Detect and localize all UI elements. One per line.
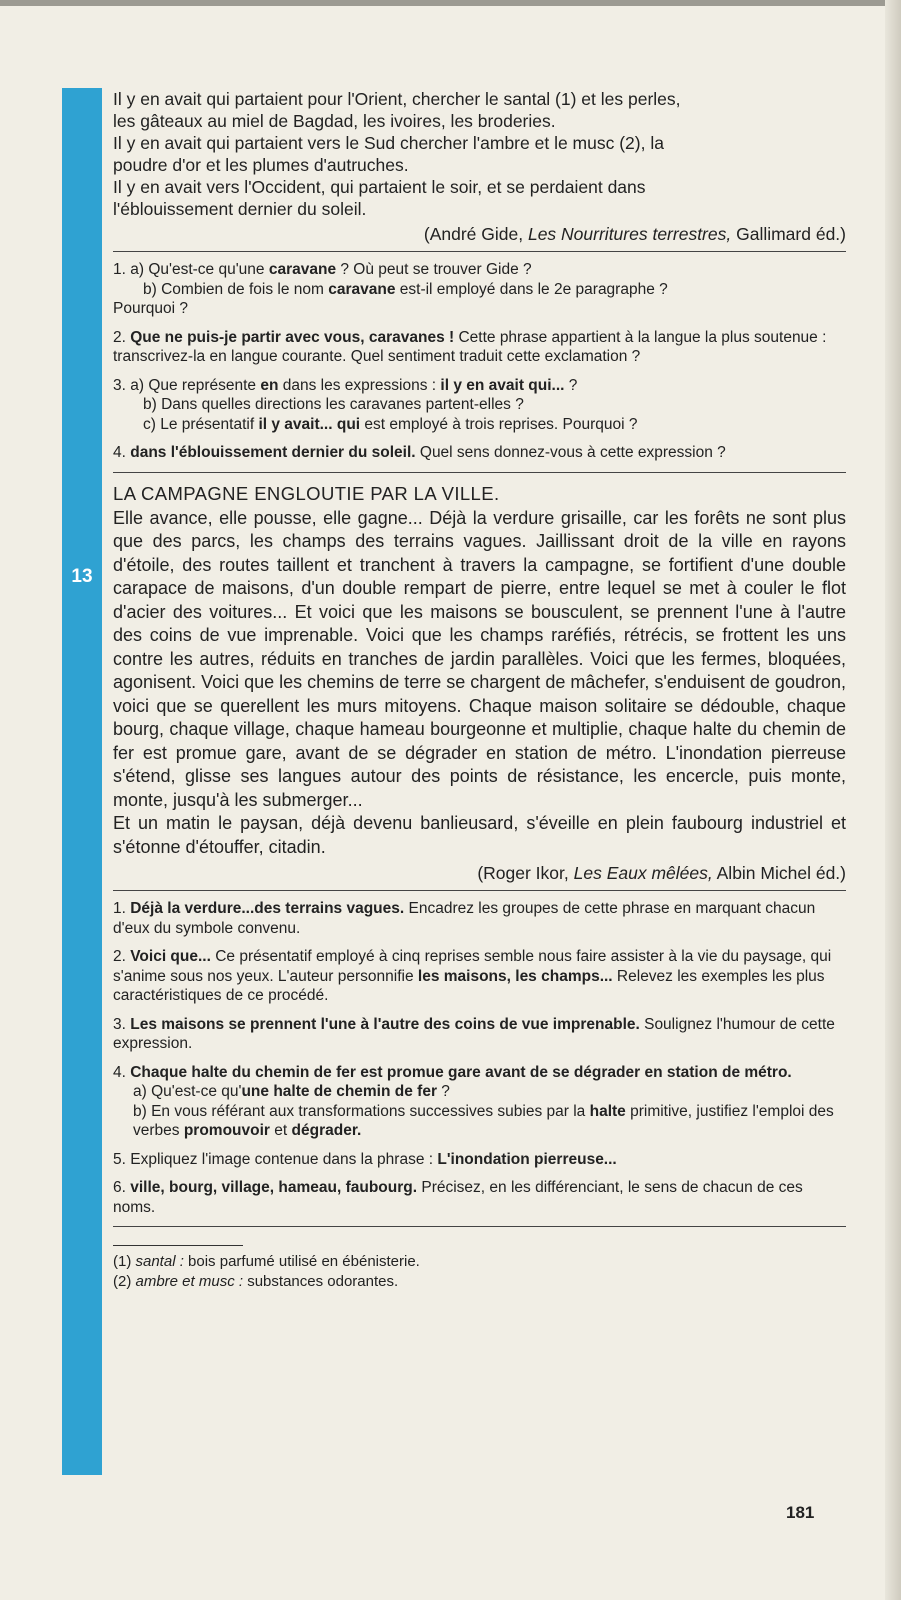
question-4: 4. dans l'éblouissement dernier du soleil. Quel sens donnez-vous à cette expression ? [113, 444, 726, 461]
question-3a: 3. a) Que représente en dans les expressions : il y en avait qui... ? [113, 376, 578, 394]
source-title: Les Nourritures terrestres, [527, 224, 732, 244]
ikor-source: (Roger Ikor, Les Eaux mêlées, Albin Michel éd.) [477, 863, 846, 883]
footnote-divider [113, 1245, 243, 1246]
page-top-edge [0, 0, 901, 6]
gide-line: Il y en avait qui partaient pour l'Orient, chercher le santal (1) et les perles, [113, 89, 681, 109]
divider [113, 890, 846, 891]
page-right-edge [885, 0, 901, 1600]
question-2: 2. Voici que... Ce présentatif employé à cinq reprises semble nous faire assister à la vie du paysage, qui s'anime sous nos yeux. L'auteur personnifie les maisons, les champs... Relevez les exemples les plus caractéristiques de ce procédé. [113, 948, 832, 1004]
divider [113, 472, 846, 473]
ikor-paragraph-1: Elle avance, elle pousse, elle gagne... Déjà la verdure grisaille, car les forêts ne sont plus que des parcs, les champs des terrains vagues. Jaillissant droit de la ville en rayons d'étoile, des routes taillent et tranchent à travers la campagne, se fortifient d'une double carapace de maisons, d'un double rempart de pierre, entre lequel se met à couler le flot d'acier des voitures... Et voici que les maisons se bousculent, se prennent l'une à l'autre des coins de vue imprenable. Voici que les champs raréfiés, rétrécis, se frottent les uns contre les autres, réduits en tranches de jardin parallèles. Voici que les fermes, bloquées, agonisent. Voici que les chemins de terre se chargent de mâchefer, s'enduisent de goudron, voici que se querellent les murs mitoyens. Chaque maison solitaire se dédouble, chaque bourg, chaque village, chaque hameau bourgeonne et multiplie, chaque halte du chemin de fer est promue gare, avant de se dégrader en station de métro. L'inondation pierreuse s'étend, glisse ses langues autour des points de résistance, les encercle, puis monte, monte, jusqu'à les submerger... [113, 507, 846, 810]
divider [113, 251, 846, 252]
section-number: 13 [71, 566, 93, 587]
question-4: 4. Chaque halte du chemin de fer est promue gare avant de se dégrader en station de métro. [113, 1063, 792, 1081]
question-1b: b) Combien de fois le nom caravane est-il employé dans le 2e paragraphe ? [143, 280, 668, 298]
gide-line: Il y en avait qui partaient vers le Sud chercher l'ambre et le musc (2), la [113, 133, 664, 153]
gide-line: poudre d'or et les plumes d'autruches. [113, 155, 409, 175]
ikor-paragraph-2: Et un matin le paysan, déjà devenu banlieusard, s'éveille en plein faubourg industriel et s'étonne d'étouffer, citadin. [113, 813, 846, 857]
question-4a: a) Qu'est-ce qu'une halte de chemin de fer ? [133, 1083, 450, 1100]
question-1b-cont: Pourquoi ? [113, 300, 188, 317]
divider [113, 1226, 846, 1227]
gide-line: les gâteaux au miel de Bagdad, les ivoires, les broderies. [113, 111, 556, 131]
page-number: 181 [786, 1503, 815, 1522]
question-3c: c) Le présentatif il y avait... qui est employé à trois reprises. Pourquoi ? [143, 415, 638, 433]
question-6: 6. ville, bourg, village, hameau, faubourg. Précisez, en les différenciant, le sens de chacun de ces noms. [113, 1179, 803, 1216]
footnote-2: (2) ambre et musc : substances odorantes. [113, 1273, 399, 1290]
source-prefix: (André Gide, [423, 224, 528, 244]
ikor-questions [113, 899, 846, 1217]
gide-line: l'éblouissement dernier du soleil. [113, 199, 367, 219]
question-1: 1. Déjà la verdure...des terrains vagues. Encadrez les groupes de cette phrase en marquant chacun d'eux du symbole convenu. [113, 900, 816, 937]
gide-excerpt [113, 88, 846, 220]
gide-questions [113, 260, 846, 463]
question-3b: b) Dans quelles directions les caravanes partent-elles ? [143, 396, 524, 413]
page-content [113, 88, 846, 1292]
section-sidebar-bar [62, 88, 102, 1475]
question-4b: b) En vous référant aux transformations successives subies par la halte primitive, justifiez l'emploi des verbes promouvoir et dégrader. [133, 1102, 834, 1139]
gide-line: Il y en avait vers l'Occident, qui partaient le soir, et se perdaient dans [113, 177, 646, 197]
source-suffix: Gallimard éd.) [731, 224, 846, 244]
question-5: 5. Expliquez l'image contenue dans la phrase : L'inondation pierreuse... [113, 1150, 617, 1168]
question-1a: 1. a) Qu'est-ce qu'une caravane ? Où peut se trouver Gide ? [113, 261, 532, 278]
footnote-1: (1) santal : bois parfumé utilisé en ébénisterie. [113, 1253, 420, 1270]
section-title: LA CAMPAGNE ENGLOUTIE PAR LA VILLE. [113, 482, 500, 504]
question-2: 2. Que ne puis-je partir avec vous, caravanes ! Cette phrase appartient à la langue la plus soutenue : transcrivez-la en langue courante. Quel sentiment traduit cette exclamation ? [113, 328, 827, 365]
gide-source [113, 223, 846, 245]
question-3: 3. Les maisons se prennent l'une à l'autre des coins de vue imprenable. Soulignez l'humour de cette expression. [113, 1015, 835, 1052]
